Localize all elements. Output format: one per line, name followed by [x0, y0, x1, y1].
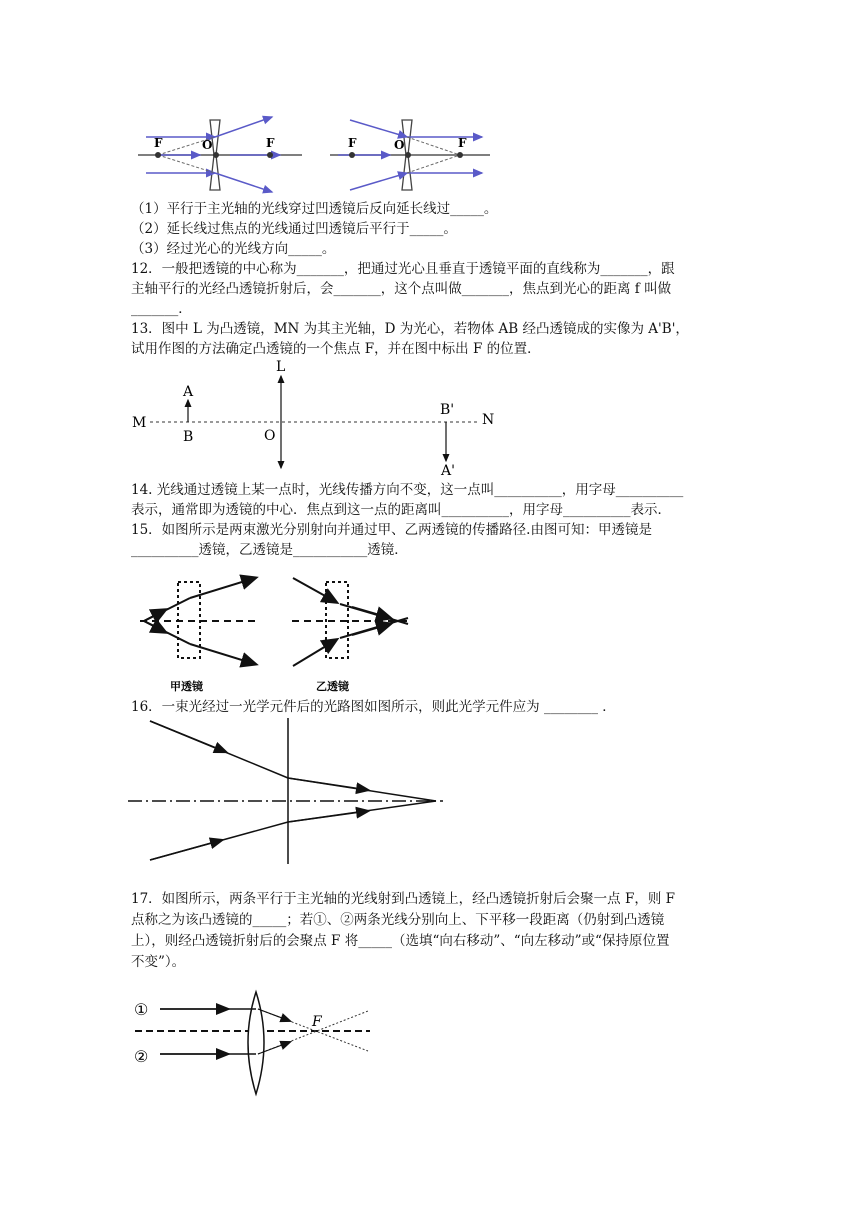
converging-element-figure [128, 718, 448, 866]
object-base-label-B: B [183, 429, 194, 445]
q13-line-1: 13．图中 L 为凸透镜，MN 为其主光轴，D 为光心，若物体 AB 经凸透镜成的实像为 A'B'， [131, 321, 689, 337]
focus-label: F [154, 136, 163, 150]
q17-line-1: 17．如图所示，两条平行于主光轴的光线射到凸透镜上，经凸透镜折射后会聚一点 F，则 F [131, 891, 675, 907]
axis-end-label-N: N [482, 412, 495, 428]
two-lens-laser-figure [130, 568, 430, 693]
axis-end-label-M: M [132, 415, 147, 431]
concave-lens-figure-right [330, 120, 490, 190]
image-top-label-A-prime: A' [441, 463, 455, 479]
lens-label-L: L [276, 359, 286, 375]
q14-line-2: 表示，通常即为透镜的中心．焦点到这一点的距离叫__________，用字母__________表示． [131, 502, 671, 518]
q11-line-2: （2）延长线过焦点的光线通过凹透镜后平行于_____。 [131, 221, 457, 237]
concave-lens-figure-left [138, 117, 302, 192]
focus-label: F [458, 136, 467, 150]
focus-label: F [348, 136, 357, 150]
lens-yi [292, 578, 410, 666]
concave-lens-figures [130, 112, 500, 194]
focus-label-F: F [312, 1014, 322, 1030]
lens-jia [140, 578, 260, 664]
focus-label: F [266, 136, 275, 150]
q11-line-3: （3）经过光心的光线方向_____。 [131, 241, 336, 257]
q12-line-1: 12．一般把透镜的中心称为_______，把通过光心且垂直于透镜平面的直线称为_______，跟 [131, 261, 675, 277]
optical-center-label: O [202, 138, 213, 152]
q17-line-2: 点称之为该凸透镜的_____；若①、②两条光线分别向上、下平移一段距离（仍射到凸透镜 [131, 912, 665, 928]
q17-line-3: 上），则经凸透镜折射后的会聚点 F 将_____（选填“向右移动”、“向左移动”或“保持原位置 [131, 933, 670, 949]
lens-jia-caption: 甲透镜 [170, 680, 203, 693]
q15-line-2: __________透镜，乙透镜是___________透镜． [131, 542, 408, 558]
q16-line-1: 16．一束光经过一光学元件后的光路图如图所示，则此光学元件应为 ________ ． [131, 699, 616, 715]
q11-line-1: （1）平行于主光轴的光线穿过凹透镜后反向延长线过_____。 [131, 201, 498, 217]
q17-line-4: 不变”）。 [131, 954, 186, 970]
object-top-label-A: A [183, 384, 194, 400]
q13-line-2: 试用作图的方法确定凸透镜的一个焦点 F，并在图中标出 F 的位置． [131, 341, 541, 357]
q12-line-2: 主轴平行的光经凸透镜折射后，会_______，这个点叫做_______，焦点到光心的距离 f 叫做 [131, 281, 672, 297]
q14-line-1: 14. 光线通过透镜上某一点时，光线传播方向不变，这一点叫__________，用字母__________ [131, 482, 684, 498]
ray-1-label: ① [134, 1000, 149, 1019]
optical-center-label-O: O [264, 428, 276, 444]
q12-line-3: _______． [131, 301, 192, 317]
optical-center-label: O [394, 138, 405, 152]
convex-lens-construction-figure [130, 358, 510, 478]
convex-lens-focus-figure [130, 990, 380, 1100]
lens-yi-caption: 乙透镜 [316, 680, 349, 693]
ray-2-label: ② [134, 1047, 149, 1066]
image-base-label-B-prime: B' [440, 402, 455, 418]
q15-line-1: 15．如图所示是两束激光分别射向并通过甲、乙两透镜的传播路径.由图可知：甲透镜是 [131, 522, 652, 538]
